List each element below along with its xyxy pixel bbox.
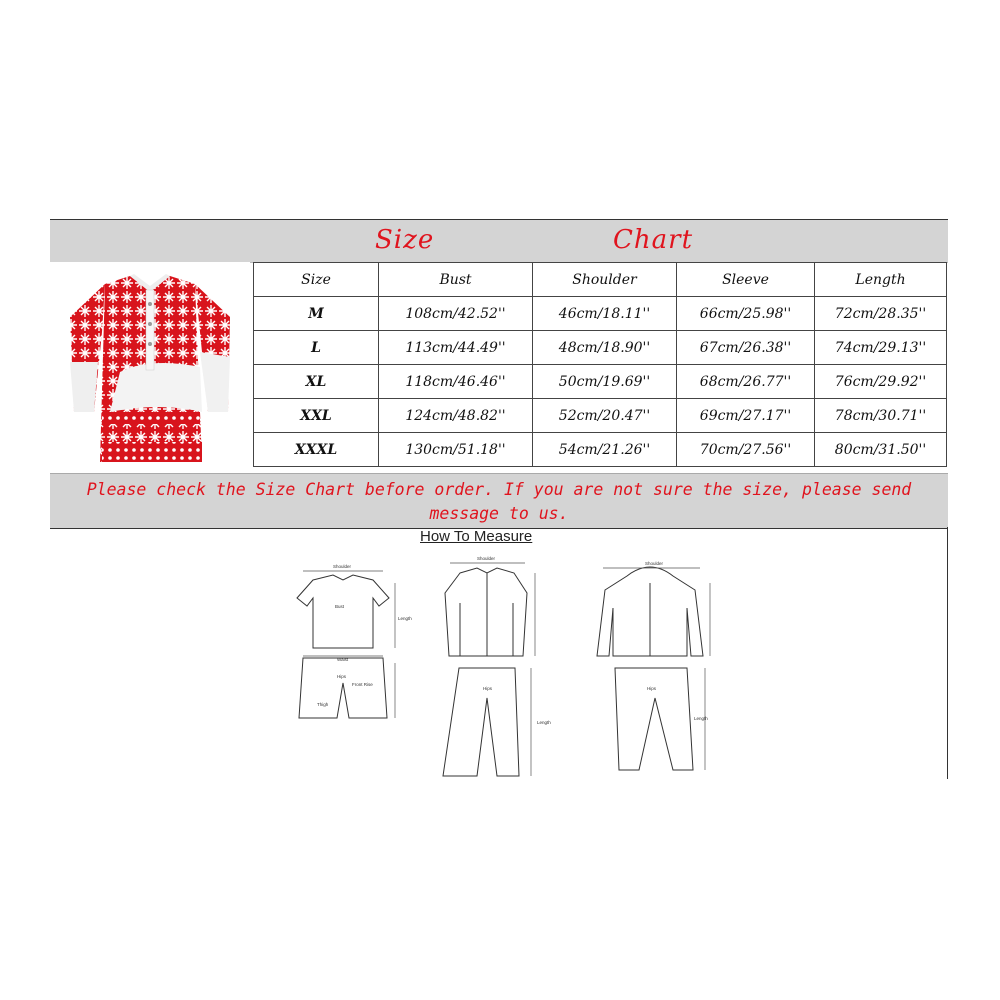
bust-cell: 124cm/48.82''	[379, 399, 533, 433]
table-row	[254, 297, 947, 331]
label-length-2: Length	[537, 720, 551, 725]
label-shoulder-2: Shoulder	[477, 556, 496, 561]
label-front-rise: Front Rise	[352, 682, 373, 687]
table-header-row	[254, 263, 947, 297]
header-shoulder: Shoulder	[533, 263, 677, 297]
label-waist: Waist	[337, 657, 349, 662]
size-cell: XXXL	[254, 433, 379, 467]
table-row	[254, 331, 947, 365]
shirt-product-image	[50, 262, 250, 469]
sleeve-cell: 70cm/27.56''	[677, 433, 815, 467]
length-cell: 76cm/29.92''	[815, 365, 947, 399]
label-length: Length	[398, 616, 412, 621]
bust-cell: 130cm/51.18''	[379, 433, 533, 467]
label-thigh: Thigh	[317, 702, 329, 707]
shoulder-cell: 50cm/19.69''	[533, 365, 677, 399]
header-sleeve: Sleeve	[677, 263, 815, 297]
product-image	[50, 262, 250, 469]
table-row	[254, 433, 947, 467]
bust-cell: 118cm/46.46''	[379, 365, 533, 399]
size-cell: XXL	[254, 399, 379, 433]
label-hips: Hips	[337, 674, 347, 679]
header-length: Length	[815, 263, 947, 297]
measure-diagrams	[255, 528, 735, 780]
sleeve-cell: 67cm/26.38''	[677, 331, 815, 365]
shoulder-cell: 48cm/18.90''	[533, 331, 677, 365]
label-hips-2: Hips	[483, 686, 493, 691]
label-hips-3: Hips	[647, 686, 657, 691]
title-word-chart: Chart	[613, 225, 694, 255]
measure-title: How To Measure	[420, 528, 533, 545]
bust-cell: 113cm/44.49''	[379, 331, 533, 365]
shirt-trousers-diagram	[443, 568, 527, 776]
length-cell: 80cm/31.50''	[815, 433, 947, 467]
label-bust: Bust	[335, 604, 345, 609]
label-shoulder-3: Shoulder	[645, 561, 664, 566]
title-word-size: Size	[375, 225, 435, 255]
sleeve-cell: 66cm/25.98''	[677, 297, 815, 331]
size-cell: L	[254, 331, 379, 365]
shoulder-cell: 54cm/21.26''	[533, 433, 677, 467]
title-bar	[50, 219, 948, 263]
header-bust: Bust	[379, 263, 533, 297]
size-table	[253, 262, 947, 467]
note-bar	[50, 473, 948, 529]
length-cell: 74cm/29.13''	[815, 331, 947, 365]
hoodie-joggers-diagram	[597, 567, 703, 770]
table-row	[254, 365, 947, 399]
table-row	[254, 399, 947, 433]
sleeve-cell: 68cm/26.77''	[677, 365, 815, 399]
note-text: Please check the Size Chart before order. If you are not sure the size, please send message to us.	[86, 480, 912, 523]
how-to-measure	[255, 528, 735, 780]
label-shoulder: Shoulder	[333, 564, 352, 569]
length-cell: 72cm/28.35''	[815, 297, 947, 331]
shoulder-cell: 46cm/18.11''	[533, 297, 677, 331]
label-length-3: Length	[694, 716, 708, 721]
length-cell: 78cm/30.71''	[815, 399, 947, 433]
header-size: Size	[254, 263, 379, 297]
size-cell: M	[254, 297, 379, 331]
sleeve-cell: 69cm/27.17''	[677, 399, 815, 433]
bust-cell: 108cm/42.52''	[379, 297, 533, 331]
right-border	[947, 527, 948, 779]
size-cell: XL	[254, 365, 379, 399]
tshirt-shorts-diagram	[297, 575, 389, 718]
shoulder-cell: 52cm/20.47''	[533, 399, 677, 433]
